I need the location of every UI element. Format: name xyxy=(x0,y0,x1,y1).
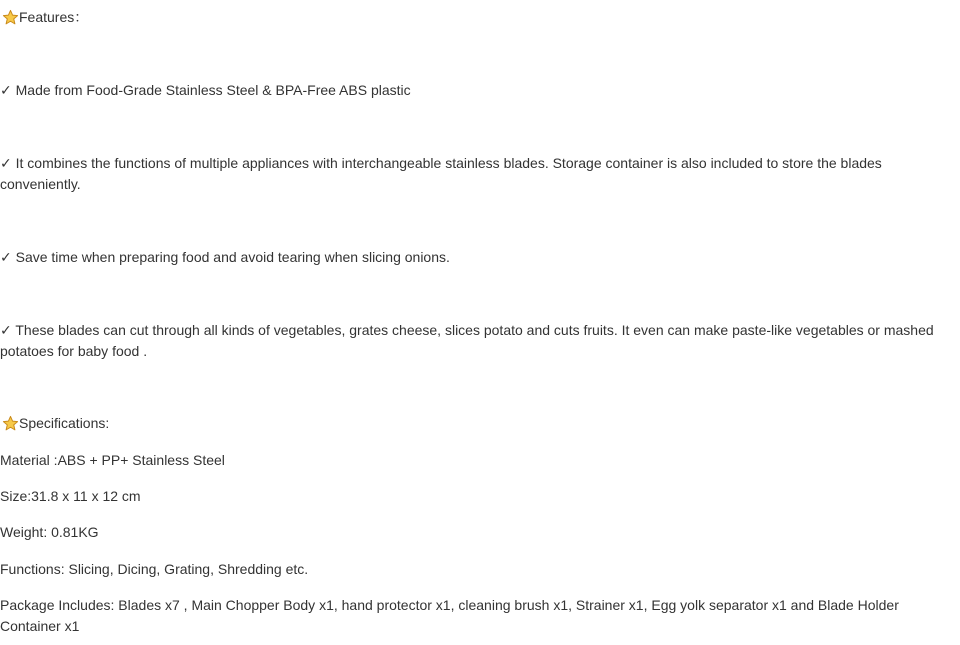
spec-item-functions: Functions: Slicing, Dicing, Grating, Shredding etc. xyxy=(0,561,309,577)
feature-item: ✓ It combines the functions of multiple appliances with interchangeable stainless blades. Storage container is also included to store the blades conveniently. xyxy=(0,155,882,192)
specifications-heading-text: Specifications: xyxy=(19,415,110,431)
spec-item-weight: Weight: 0.81KG xyxy=(0,524,99,540)
feature-item: ✓ These blades can cut through all kinds of vegetables, grates cheese, slices potato and cuts fruits. It even can make paste-like vegetables or mashed potatoes for baby food . xyxy=(0,322,934,359)
features-heading-text: Features： xyxy=(19,9,89,25)
spec-item-material: Material :ABS + PP+ Stainless Steel xyxy=(0,452,225,468)
spec-item-package: Package Includes: Blades x7 , Main Chopper Body x1, hand protector x1, cleaning brush x1, Strainer x1, Egg yolk separator x1 and Blade Holder Container x1 xyxy=(0,597,899,634)
features-heading xyxy=(0,7,945,28)
star-icon xyxy=(2,415,19,432)
feature-item: ✓ Made from Food-Grade Stainless Steel & BPA-Free ABS plastic xyxy=(0,82,411,98)
specifications-heading xyxy=(0,413,945,434)
spec-item-size: Size:31.8 x 11 x 12 cm xyxy=(0,488,141,504)
feature-item: ✓ Save time when preparing food and avoid tearing when slicing onions. xyxy=(0,249,450,265)
star-icon xyxy=(2,9,19,26)
